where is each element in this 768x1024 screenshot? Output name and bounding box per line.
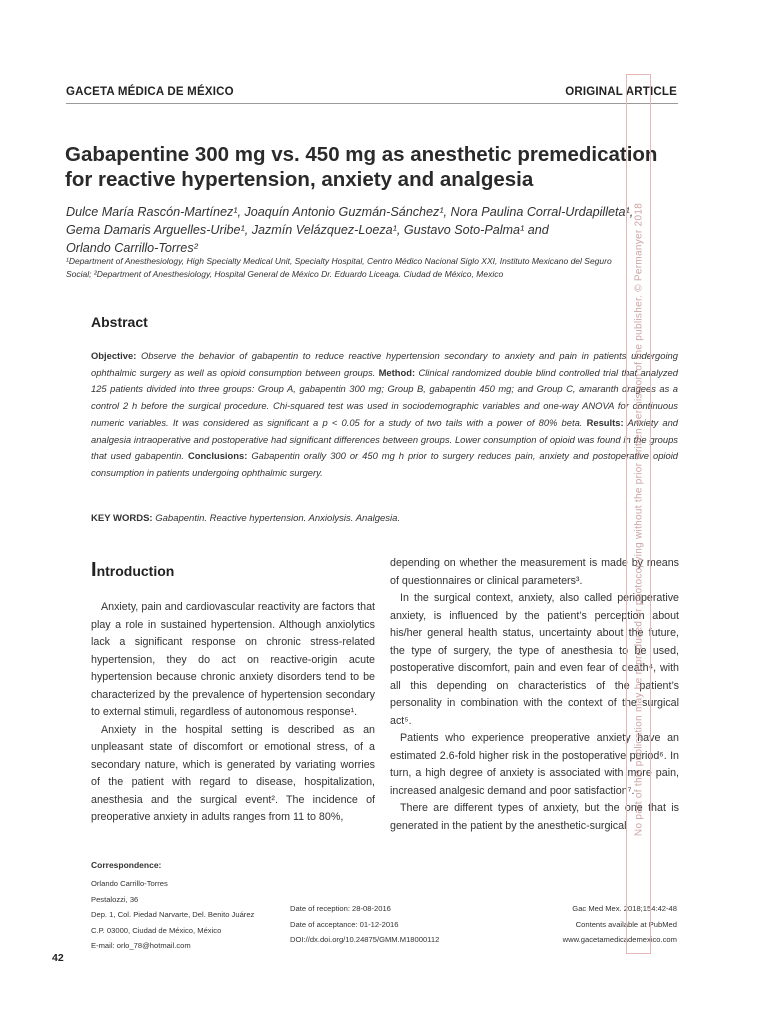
introduction-initial: I: [91, 559, 97, 581]
title-line-2: for reactive hypertension, anxiety and analgesia: [65, 168, 534, 191]
keywords-text: Gabapentin. Reactive hypertension. Anxiolysis. Analgesia.: [155, 513, 401, 524]
correspondence-heading: Correspondence:: [91, 860, 162, 870]
intro-paragraph-continuation: depending on whether the measurement is made by means of questionnaires or clinical parameters³.: [390, 557, 679, 587]
correspondence-email: E-mail: orlo_78@hotmail.com: [91, 941, 191, 951]
date-of-reception: Date of reception: 28-08-2016: [290, 904, 391, 913]
intro-paragraph-2: Anxiety in the hospital setting is described as an unpleasant state of discomfort or emotional stress, of a secondary nature, which is generated by variating worries of the patient with regard to disease, hospitalization, anesthesia and the surgical event². The incidence of preoperative anxiety in adults ranges from 11 to 80%,: [91, 723, 375, 823]
journal-name: GACETA MÉDICA DE MÉXICO: [66, 86, 234, 98]
keywords-label: KEY WORDS:: [91, 513, 153, 524]
keywords: [91, 513, 678, 524]
affiliation-line-1: ¹Department of Anesthesiology, High Specialty Medical Unit, Specialty Hospital, Centro Médico Nacional Siglo XXI, Instituto Mexicano del Seguro: [66, 256, 612, 266]
introduction-heading-rest: ntroduction: [96, 563, 175, 579]
conclusions-label: Conclusions:: [187, 450, 248, 462]
correspondence-street: Pestalozzi, 36: [91, 894, 139, 904]
page-number: 42: [52, 952, 64, 964]
abstract-heading: Abstract: [91, 314, 148, 330]
article-dates: [290, 901, 439, 948]
affiliations: [66, 255, 686, 281]
body-column-left: [91, 599, 375, 827]
copyright-watermark: No part of this publication may be reproduced or photocopying without the prior written permission of the publisher. © Permanyer 2018: [633, 202, 645, 837]
intro-paragraph-3: In the surgical context, anxiety, also called perioperative anxiety, is influenced by the patient’s perception about his/her general health status, uncertainty about the future, the type of surgery, the type of anesthesia to be used, postoperative discomfort, pain and even fear of death⁴, with all this depending on characteristics of the patient’s personality in combination with the context of the surgical act⁵.: [390, 592, 679, 727]
correspondence-colony: Dep. 1, Col. Piedad Narvarte, Del. Benito Juárez: [91, 910, 255, 920]
intro-paragraph-4: Patients who experience preoperative anxiety have an estimated 2.6-fold higher risk in the postoperative period⁶. In turn, a high degree of anxiety is associated with more pain, increased analgesic demand and poor satisfaction⁷.: [390, 732, 679, 797]
conclusions-text: Gabapentin orally 300 or 450 mg h prior to surgery reduces pain, anxiety and postoperative opioid consumption in patients undergoing ophthalmic surgery.: [91, 450, 679, 478]
method-label: Method:: [378, 366, 416, 378]
results-text: Anxiety and analgesia intraoperative and postoperative had significant differences between groups. Lower consumption of opioid was found in the groups that used gabapentin.: [91, 416, 679, 462]
objective-text: Observe the behavior of gabapentin to reduce reactive hypertension secondary to anxiety and pain in patients undergoing ophthalmic surgery as well as opioid consumption between groups.: [91, 350, 678, 378]
article-title: [65, 142, 665, 192]
journal-citation: Gac Med Mex. 2018;154:42-48: [572, 904, 677, 913]
title-line-1: Gabapentine 300 mg vs. 450 mg as anesthetic premedication: [65, 143, 658, 166]
date-of-acceptance: Date of acceptance: 01-12-2016: [290, 919, 399, 929]
intro-paragraph-1: Anxiety, pain and cardiovascular reactivity are factors that play a role in sustained hypertension. Although anxiolytics lack a significant response on chronic stress-related hypertension, they do act on reactive-origin acute hypertension because chronic anxiety disorders tend to be characterized by the prevalence of hypertension secondary to external stimuli, regardless of autonomous response¹.: [91, 601, 375, 718]
authors-line-1: Dulce María Rascón-Martínez¹, Joaquín Antonio Guzmán-Sánchez¹, Nora Paulina Corral-Urdapilleta¹,: [66, 205, 634, 219]
correspondence-city: C.P. 03000, Ciudad de México, México: [91, 925, 222, 935]
pubmed-availability: Contents available at PubMed: [575, 919, 677, 929]
affiliation-line-2: Social; ²Department of Anesthesiology, Hospital General de México Dr. Eduardo Liceaga. Ciudad de México, Mexico: [66, 269, 504, 279]
correspondence-name: Orlando Carrillo-Torres: [91, 879, 168, 888]
abstract-body: [91, 348, 678, 482]
method-text: Clinical randomized double blind controlled trial that analyzed 125 patients divided into three groups: Group A, gabapentin 300 mg; Group B, gabapentin 450 mg; and Group C, amaranth dragees as a control 2 h before the surgical procedure. Chi-squared test was used in sociodemographic variables and one-way ANOVA for continuous numeric variables. It was considered as significant a p < 0.05 for a study of two tails with a power of 80% beta.: [91, 366, 678, 428]
header-rule: [66, 103, 678, 104]
author-list: [66, 203, 686, 257]
doi-link[interactable]: DOI://dx.doi.org/10.24875/GMM.M18000112: [290, 935, 440, 945]
authors-line-2: Gema Damaris Arguelles-Uribe¹, Jazmín Velázquez-Loeza¹, Gustavo Soto-Palma¹ and: [66, 223, 549, 237]
authors-line-3: Orlando Carrillo-Torres²: [66, 241, 198, 255]
journal-website-link[interactable]: www.gacetamedicademexico.com: [562, 935, 677, 945]
intro-paragraph-5: There are different types of anxiety, but the one that is generated in the patient by the anesthetic-surgical: [390, 802, 679, 832]
results-label: Results:: [586, 416, 624, 428]
article-type-label: ORIGINAL ARTICLE: [565, 86, 677, 98]
journal-citation-block: [563, 901, 677, 948]
objective-label: Objective:: [91, 350, 137, 361]
introduction-heading: [91, 559, 174, 582]
correspondence-address: [91, 876, 254, 954]
